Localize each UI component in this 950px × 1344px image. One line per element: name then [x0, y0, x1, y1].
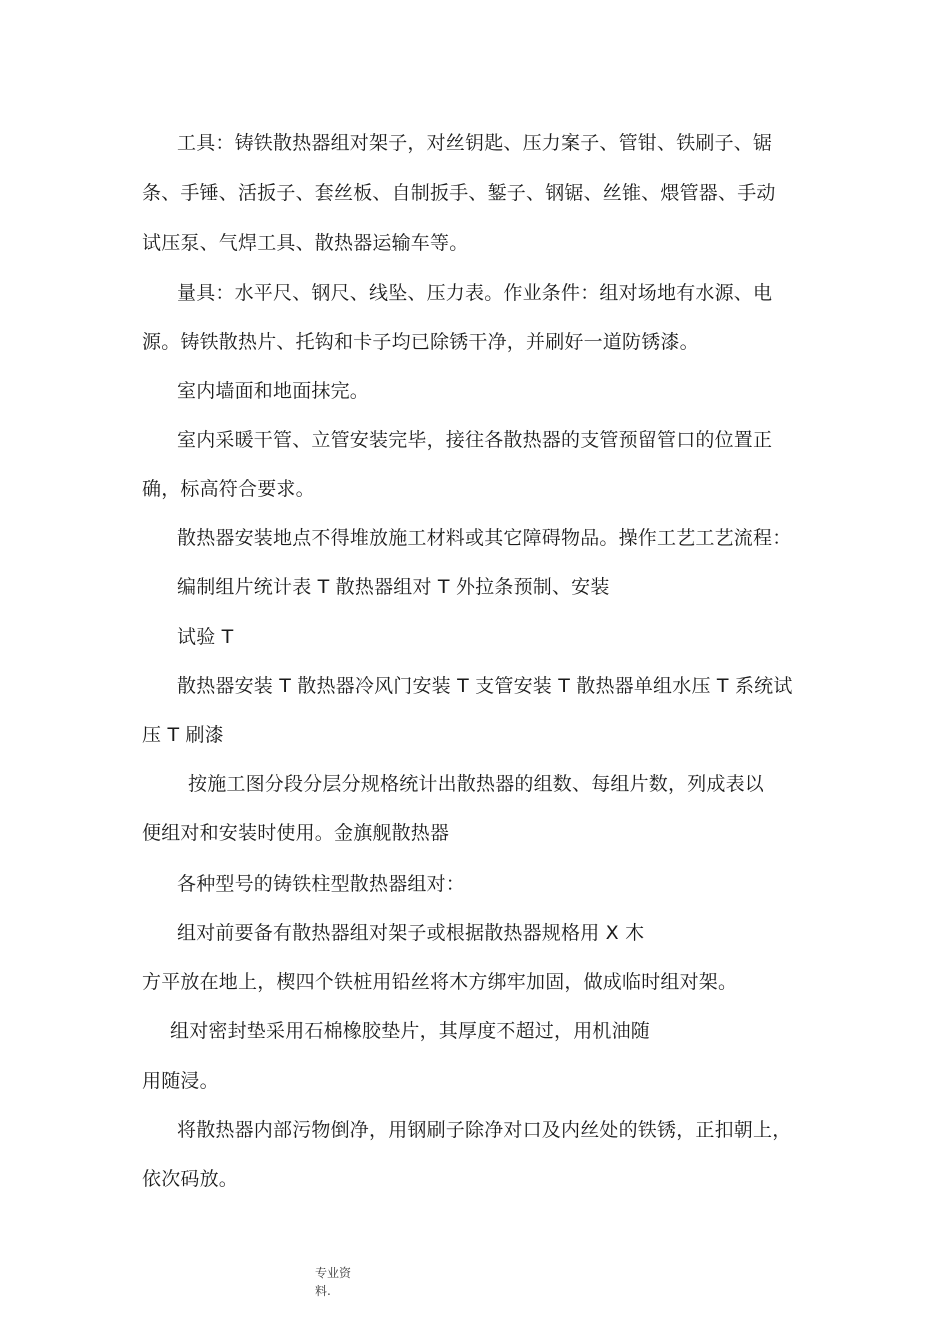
- paragraph-line: 组对密封垫采用石棉橡胶垫片，其厚度不超过，用机油随: [170, 1020, 651, 1042]
- paragraph-line: 量具：水平尺、钢尺、线坠、压力表。作业条件：组对场地有水源、电: [177, 282, 773, 304]
- footer-text-line2: 料.: [315, 1284, 331, 1298]
- paragraph-line: 将散热器内部污物倒净，用钢刷子除净对口及内丝处的铁锈，正扣朝上，: [177, 1119, 792, 1141]
- paragraph-line: 依次码放。: [142, 1168, 239, 1190]
- paragraph-line: 按施工图分段分层分规格统计出散热器的组数、每组片数，列成表以: [188, 773, 765, 795]
- paragraph-line: 压 T 刷漆: [142, 724, 224, 746]
- paragraph-line: 用随浸。: [142, 1070, 219, 1092]
- paragraph-line: 源。铸铁散热片、托钩和卡子均已除锈干净，并刷好一道防锈漆。: [142, 331, 699, 353]
- paragraph-line: 试验 T: [177, 626, 234, 648]
- paragraph-line: 各种型号的铸铁柱型散热器组对：: [177, 873, 466, 895]
- paragraph-line: 散热器安装地点不得堆放施工材料或其它障碍物品。操作工艺工艺流程：: [177, 527, 792, 549]
- paragraph-line: 确，标高符合要求。: [142, 478, 315, 500]
- paragraph-line: 组对前要备有散热器组对架子或根据散热器规格用 X 木: [177, 922, 645, 944]
- paragraph-line: 室内采暖干管、立管安装完毕，接往各散热器的支管预留管口的位置正: [177, 429, 773, 451]
- footer-text-line1: 专业资: [315, 1266, 352, 1280]
- paragraph-line: 方平放在地上，楔四个铁桩用铅丝将木方绑牢加固，做成临时组对架。: [142, 971, 738, 993]
- paragraph-line: 编制组片统计表 T 散热器组对 T 外拉条预制、安装: [177, 576, 610, 598]
- paragraph-line: 工具：铸铁散热器组对架子，对丝钥匙、压力案子、管钳、铁刷子、锯: [177, 132, 773, 154]
- paragraph-line: 条、手锤、活扳子、套丝板、自制扳手、錾子、钢锯、丝锥、煨管器、手动: [142, 182, 776, 204]
- paragraph-line: 试压泵、气焊工具、散热器运输车等。: [142, 232, 469, 254]
- paragraph-line: 室内墙面和地面抹完。: [177, 380, 370, 402]
- paragraph-line: 便组对和安装时使用。金旗舰散热器: [142, 822, 450, 844]
- paragraph-line: 散热器安装 T 散热器冷风门安装 T 支管安装 T 散热器单组水压 T 系统试: [177, 675, 793, 697]
